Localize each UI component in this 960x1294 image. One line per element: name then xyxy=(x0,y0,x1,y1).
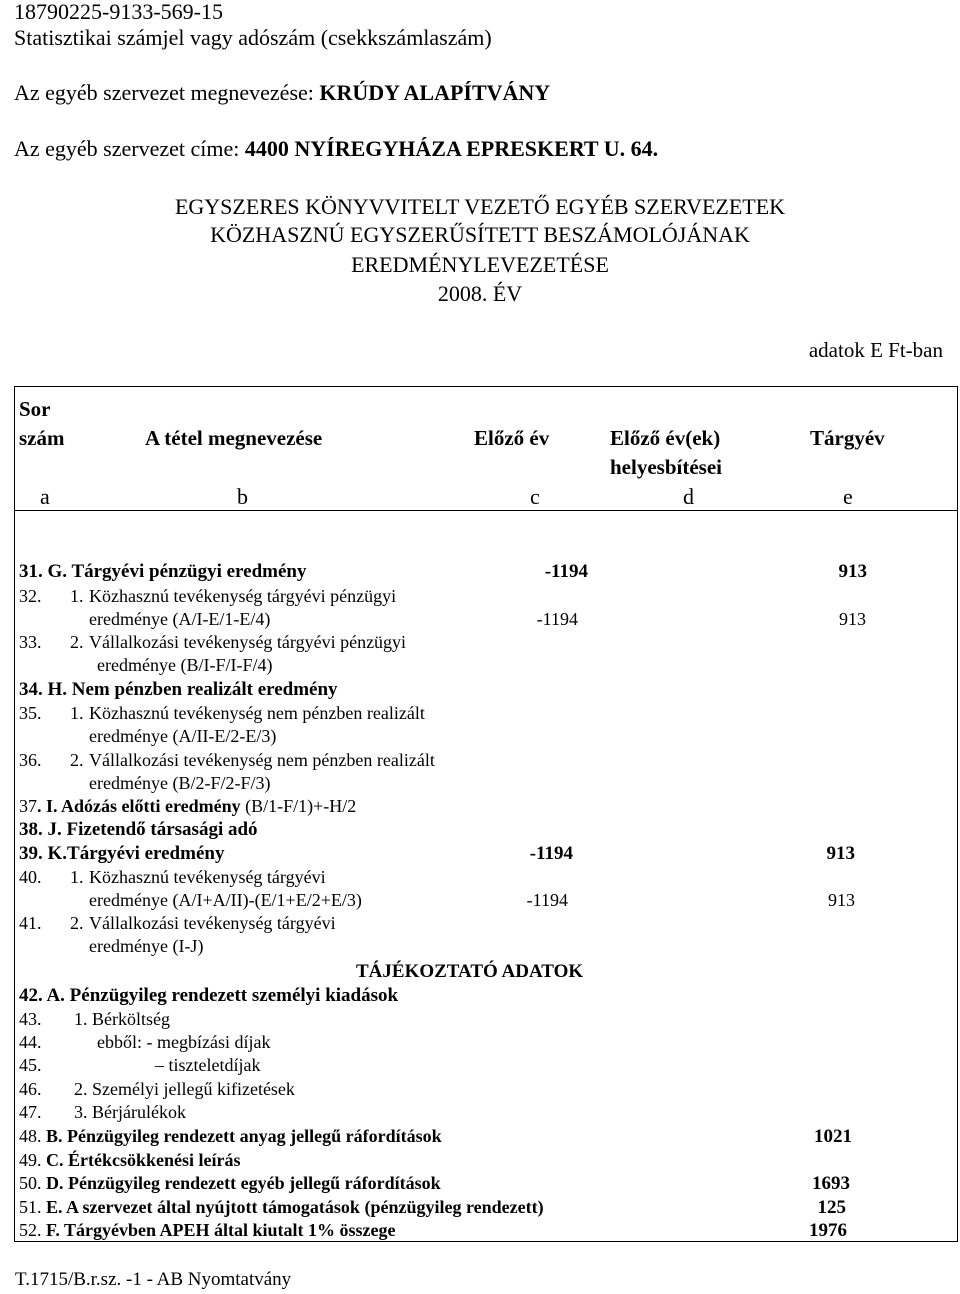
row-40-sub: 1. xyxy=(70,867,84,887)
info-row-44-label: ebből: - megbízási díjak xyxy=(97,1032,271,1052)
row-37 xyxy=(19,796,356,817)
row-31 xyxy=(19,561,306,583)
row-label: Tárgyévi pénzügyi eredmény xyxy=(71,561,307,582)
org-name-label: Az egyéb szervezet megnevezése: xyxy=(14,80,314,105)
info-row-51-current: 125 xyxy=(817,1197,846,1218)
row-31-prev: -1194 xyxy=(544,561,588,582)
row-letter: J. xyxy=(47,819,62,840)
row-label: (B/1-F/1)+-H/2 xyxy=(240,796,357,816)
row-35-number: 35. xyxy=(19,703,42,723)
row-label: . A. Pénzügyileg rendezett személyi kiadások xyxy=(38,985,399,1006)
row-40-number: 40. xyxy=(19,867,42,887)
row-letter: . I. Adózás előtti eredmény xyxy=(37,796,241,816)
col-header-current: Tárgyév xyxy=(810,426,885,450)
info-row-52-current: 1976 xyxy=(809,1220,847,1241)
row-40-label-2: eredménye (A/I+A/II)-(E/1+E/2+E/3) xyxy=(89,890,362,910)
unit-note: adatok E Ft-ban xyxy=(808,338,943,362)
col-letter-a: a xyxy=(40,484,50,509)
title-year: 2008. ÉV xyxy=(437,281,523,306)
row-32-prev: -1194 xyxy=(536,609,578,629)
tax-id-caption: Statisztikai számjel vagy adószám (csekkszámlaszám) xyxy=(14,25,492,50)
title-line-1: EGYSZERES KÖNYVVITELT VEZETŐ EGYÉB SZERVEZETEK xyxy=(174,194,786,219)
row-label: Fizetendő társasági adó xyxy=(66,819,258,840)
row-letter: H. xyxy=(47,679,68,700)
org-name-line xyxy=(14,80,550,106)
row-40-current: 913 xyxy=(828,890,855,910)
row-number: 39. xyxy=(19,843,43,864)
info-row-47-number: 47. xyxy=(19,1102,42,1122)
row-40-prev: -1194 xyxy=(526,890,568,910)
info-row-49 xyxy=(19,1150,240,1171)
info-row-43-number: 43. xyxy=(19,1009,42,1029)
row-number: 31. xyxy=(19,561,43,582)
row-number: 38. xyxy=(19,819,43,840)
org-address-value: 4400 NYÍREGYHÁZA EPRESKERT U. 64. xyxy=(244,136,659,161)
row-34 xyxy=(19,679,338,701)
row-label: D. Pénzügyileg rendezett egyéb jellegű ráfordítások xyxy=(46,1173,441,1193)
row-40-label-1: Közhasznú tevékenység tárgyévi xyxy=(89,867,326,887)
row-36-label-1: Vállalkozási tevékenység nem pénzben realizált xyxy=(89,750,435,770)
row-number: 48. xyxy=(19,1126,42,1146)
row-33-sub: 2. xyxy=(70,632,84,652)
row-41-label-2: eredménye (I-J) xyxy=(89,936,204,956)
row-letter: K. xyxy=(47,843,68,864)
info-row-46-label: 2. Személyi jellegű kifizetések xyxy=(74,1079,295,1099)
info-row-50 xyxy=(19,1173,441,1194)
header-divider xyxy=(14,510,958,511)
row-32-label-1: Közhasznú tevékenység tárgyévi pénzügyi xyxy=(89,586,397,606)
col-letter-b: b xyxy=(237,484,248,509)
row-39 xyxy=(19,843,224,865)
row-31-current: 913 xyxy=(838,561,867,582)
row-41-sub: 2. xyxy=(70,913,84,933)
row-33-label-2: eredménye (B/I-F/I-F/4) xyxy=(97,655,273,675)
row-36-sub: 2. xyxy=(70,750,84,770)
form-code: T.1715/B.r.sz. -1 - AB Nyomtatvány xyxy=(15,1269,292,1290)
row-33-label-1: Vállalkozási tevékenység tárgyévi pénzügyi xyxy=(89,632,407,652)
info-row-48 xyxy=(19,1126,442,1147)
title-line-3: EREDMÉNYLEVEZETÉSE xyxy=(351,252,609,277)
row-label: B. Pénzügyileg rendezett anyag jellegű ráfordítások xyxy=(46,1126,442,1146)
info-row-44-number: 44. xyxy=(19,1032,42,1052)
info-heading: TÁJÉKOZTATÓ ADATOK xyxy=(356,961,584,982)
row-39-prev: -1194 xyxy=(529,843,573,864)
col-header-row-line2: szám xyxy=(19,426,65,450)
row-35-sub: 1. xyxy=(70,703,84,723)
row-35-label-1: Közhasznú tevékenység nem pénzben realizált xyxy=(89,703,425,723)
row-label: Tárgyévi eredmény xyxy=(67,843,225,864)
tax-id: 18790225-9133-569-15 xyxy=(14,0,223,24)
info-row-45-number: 45. xyxy=(19,1055,42,1075)
row-number: 37 xyxy=(19,796,37,816)
row-number: 42 xyxy=(19,985,38,1006)
row-label: E. A szervezet által nyújtott támogatások (pénzügyileg rendezett) xyxy=(46,1197,544,1217)
info-row-48-current: 1021 xyxy=(814,1126,852,1147)
row-letter: G. xyxy=(47,561,68,582)
col-header-corr-line1: Előző év(ek) xyxy=(610,426,721,450)
row-41-label-1: Vállalkozási tevékenység tárgyévi xyxy=(89,913,336,933)
org-address-label: Az egyéb szervezet címe: xyxy=(14,136,240,161)
info-row-47-label: 3. Bérjárulékok xyxy=(74,1102,186,1122)
row-label: C. Értékcsökkenési leírás xyxy=(46,1150,241,1170)
row-36-number: 36. xyxy=(19,750,42,770)
info-row-51 xyxy=(19,1197,544,1218)
col-header-prev: Előző év xyxy=(474,426,550,450)
title-line-2: KÖZHASZNÚ EGYSZERŰSÍTETT BESZÁMOLÓJÁNAK xyxy=(210,222,750,247)
info-row-46-number: 46. xyxy=(19,1079,42,1099)
row-label: Nem pénzben realizált eredmény xyxy=(71,679,338,700)
row-label: F. Tárgyévben APEH által kiutalt 1% összege xyxy=(46,1220,396,1240)
info-row-43-label: 1. Bérköltség xyxy=(74,1009,170,1029)
row-33-number: 33. xyxy=(19,632,42,652)
col-header-row-line1: Sor xyxy=(19,397,51,421)
info-row-45-label: – tiszteletdíjak xyxy=(155,1055,261,1075)
row-41-number: 41. xyxy=(19,913,42,933)
row-number: 52. xyxy=(19,1220,42,1240)
info-row-52 xyxy=(19,1220,396,1241)
col-letter-c: c xyxy=(530,484,540,509)
row-38 xyxy=(19,819,258,841)
row-number: 34. xyxy=(19,679,43,700)
col-header-corr-line2: helyesbítései xyxy=(610,455,722,479)
row-39-current: 913 xyxy=(826,843,855,864)
row-32-sub: 1. xyxy=(70,586,84,606)
row-number: 49. xyxy=(19,1150,42,1170)
org-name-value: KRÚDY ALAPÍTVÁNY xyxy=(319,80,551,105)
info-row-42 xyxy=(19,985,398,1007)
row-32-number: 32. xyxy=(19,586,42,606)
col-letter-e: e xyxy=(843,484,853,509)
info-row-50-current: 1693 xyxy=(812,1173,850,1194)
row-35-label-2: eredménye (A/II-E/2-E/3) xyxy=(89,726,277,746)
row-32-label-2: eredménye (A/I-E/1-E/4) xyxy=(89,609,271,629)
col-header-name: A tétel megnevezése xyxy=(145,426,323,450)
col-letter-d: d xyxy=(683,484,694,509)
org-address-line xyxy=(14,136,658,162)
row-36-label-2: eredménye (B/2-F/2-F/3) xyxy=(89,773,271,793)
row-number: 51. xyxy=(19,1197,42,1217)
row-number: 50. xyxy=(19,1173,42,1193)
row-32-current: 913 xyxy=(839,609,866,629)
